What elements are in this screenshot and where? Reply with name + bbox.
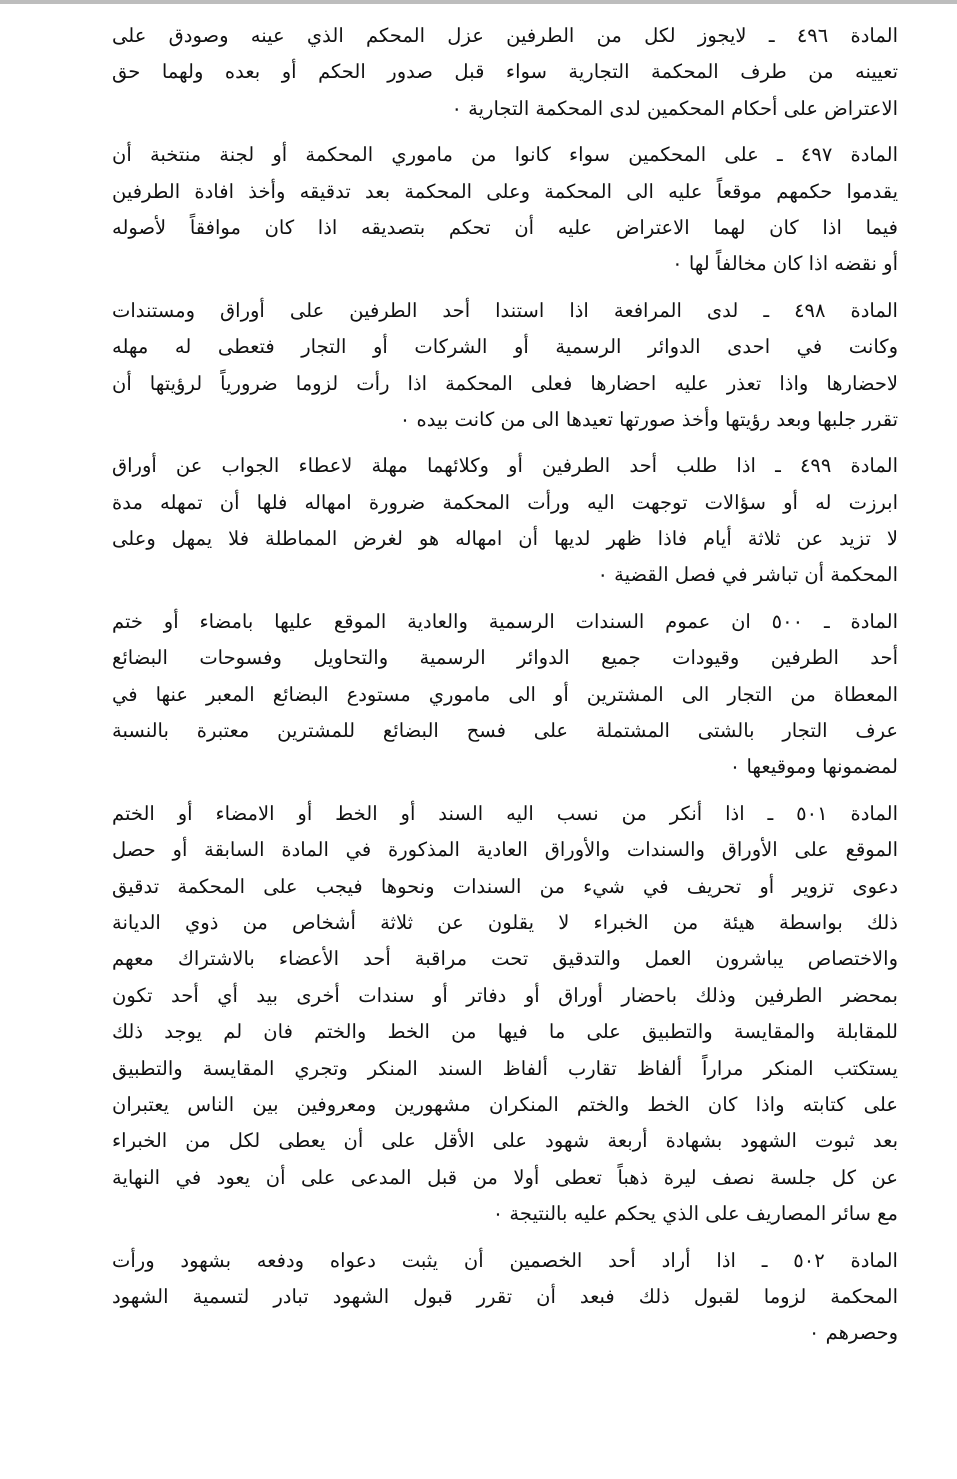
text-line: أو نقضه اذا كان مخالفاً لها ٠ (672, 252, 898, 276)
text-line: بعد ثبوت الشهود بشهادة أربعة شهود على الأقل على أن يعطى لكل من الخبراء (112, 1129, 898, 1153)
text-line: لا تزيد عن ثلاثة أيام فاذا ظهر لديها أن امهاله هو لغرض المماطلة فلا يمهل وعلى (112, 527, 898, 551)
text-line: المادة ـ ٥٠٠ ان عموم السندات الرسمية والعادية الموقع عليها بامضاء أو ختم (112, 609, 898, 633)
article-paragraph (112, 604, 898, 786)
document-body (112, 18, 898, 1362)
text-line: المادة ٥٠٢ ـ اذا أراد أحد الخصمين أن يثبت دعواه ودفعه بشهود ورأت (112, 1248, 898, 1272)
article-paragraph (112, 137, 898, 283)
text-line: يقدموا حكمهم موقعاً عليه الى المحكمة وعلى المحكمة بعد تدقيقه وأخذ افادة الطرفين (112, 179, 898, 203)
text-line: المادة ٥٠١ ـ اذا أنكر من نسب اليه السند أو الخط أو الامضاء أو الختم (112, 801, 898, 825)
text-line: وحصرهم ٠ (808, 1321, 898, 1345)
text-line: والاختصاص يباشرون العمل والتدقيق تحت مراقبة أحد الأعضاء بالاشتراك معهم (112, 947, 898, 971)
text-line: عن كل جلسة نصف ليرة ذهباً تعطى أولا من قبل المدعى على أن يعود في النهاية (112, 1165, 898, 1189)
text-line: المادة ٤٩٧ ـ على المحكمين سواء كانوا من ماموري المحكمة أو لجنة منتخبة أن (112, 143, 898, 167)
top-edge-rule (0, 0, 957, 4)
text-line: تقرر جلبها وبعد رؤيتها وأخذ صورتها تعيدها الى من كانت بيده ٠ (399, 407, 898, 431)
text-line: المادة ٤٩٦ ـ لايجوز لكل من الطرفين عزل المحكم الذي عينه وصودق على (112, 24, 898, 47)
text-line: الموقع على الأوراق والسندات والأوراق العادية المذكورة في المادة السابقة أو حصل (112, 838, 898, 862)
text-line: دعوى تزوير أو تحريف في شيء من السندات ونحوها فيجب على المحكمة تدقيق (112, 874, 898, 898)
text-line: للمقابلة والمقايسة والتطبيق على ما فيها من الخط والختم فان لم يوجد ذلك (112, 1020, 898, 1044)
text-line: مع سائر المصاريف على الذي يحكم عليه بالنتيجة ٠ (492, 1202, 898, 1226)
text-line: ابرزت له أو سؤالات توجهت اليه ورأت المحكمة ضرورة امهاله فلها أن تمهله مدة (112, 490, 898, 514)
text-line: المادة ٤٩٩ ـ اذا طلب أحد الطرفين أو وكلائهما مهلة لاعطاء الجواب عن أوراق (112, 454, 898, 478)
text-line: ذلك بواسطة هيئة من الخبراء لا يقلون عن ثلاثة أشخاص من ذوي الديانة (112, 910, 898, 934)
text-line: المعطاة من التجار الى المشترين أو الى ماموري مستودع البضائع المعبر عنها في (112, 682, 898, 706)
text-line: المحكمة لزوما لقبول ذلك فبعد أن تقرر قبول الشهود تبادر لتسمية الشهود (112, 1284, 898, 1308)
text-line: أحد الطرفين وقيودات جميع الدوائر الرسمية والتحاويل وفسوحات البضائع (112, 646, 898, 670)
text-line: المحكمة أن تباشر في فصل القضية ٠ (597, 563, 898, 587)
article-paragraph (112, 18, 898, 127)
text-line: فيما اذا كان لهما الاعتراض عليه أن تحكم بتصديقه اذا كان موافقاً لأصوله (112, 215, 898, 239)
text-line: عرف التجار بالشتى المشتملة على فسح البضائع للمشترين معتبرة بالنسبة (112, 719, 898, 743)
text-line: على كتابته واذا كان الخط والختم المنكران مشهورين ومعروفين بين الناس يعتبران (112, 1092, 898, 1116)
text-line: تعيينه من طرف المحكمة التجارية سواء قبل صدور الحكم أو بعده ولهما حق (112, 60, 898, 84)
article-paragraph (112, 796, 898, 1233)
article-paragraph (112, 448, 898, 594)
article-paragraph (112, 293, 898, 439)
text-line: المادة ٤٩٨ ـ لدى المرافعة اذا استندا أحد الطرفين على أوراق ومستندات (112, 298, 898, 322)
text-line: لمضمونها وموقيعها ٠ (729, 755, 898, 779)
article-paragraph (112, 1243, 898, 1352)
text-line: يستكتب المنكر مراراً ألفاظ تقارب ألفاظ السند المنكر وتجري المقايسة والتطبيق (112, 1056, 898, 1080)
text-line: الاعتراض على أحكام المحكمين لدى المحكمة التجارية ٠ (451, 96, 898, 120)
text-line: وكانت في احدى الدوائر الرسمية أو الشركات أو التجار فتعطى له مهله (112, 335, 898, 359)
text-line: بمحضر الطرفين وذلك باحضار أوراق أو دفاتر أو سندات أخرى بيد أي أحد تكون (112, 983, 898, 1007)
text-line: لاحضارها واذا تعذر عليه احضارها فعلى المحكمة اذا رأت لزوما ضرورياً لرؤيتها أن (112, 371, 898, 395)
